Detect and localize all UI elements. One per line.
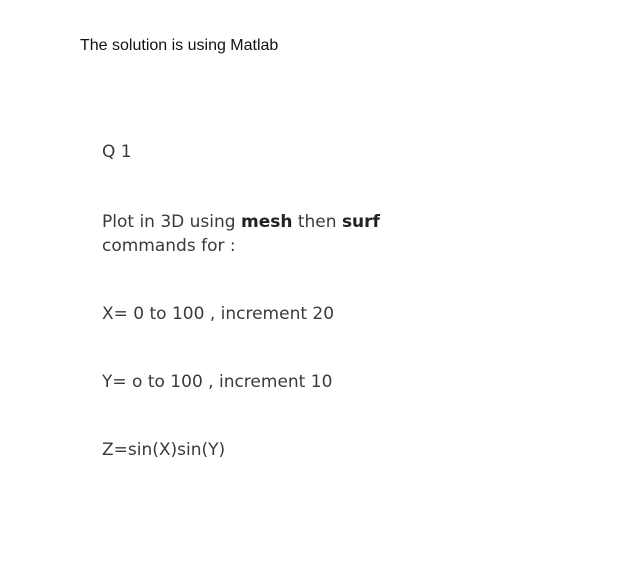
- x-range: X= 0 to 100 , increment 20: [102, 304, 335, 324]
- question-instruction: [102, 210, 380, 258]
- y-range: Y= o to 100 , increment 10: [102, 372, 333, 392]
- z-function: Z=sin(X)sin(Y): [102, 440, 226, 460]
- instruction-text-1: Plot in 3D using: [102, 212, 241, 232]
- instruction-text-2: then: [292, 212, 342, 232]
- instruction-text-3: commands for :: [102, 236, 236, 256]
- surf-command: surf: [341, 212, 380, 232]
- mesh-command: mesh: [240, 212, 293, 232]
- question-label: Q 1: [102, 142, 132, 162]
- solution-heading: The solution is using Matlab: [80, 37, 279, 54]
